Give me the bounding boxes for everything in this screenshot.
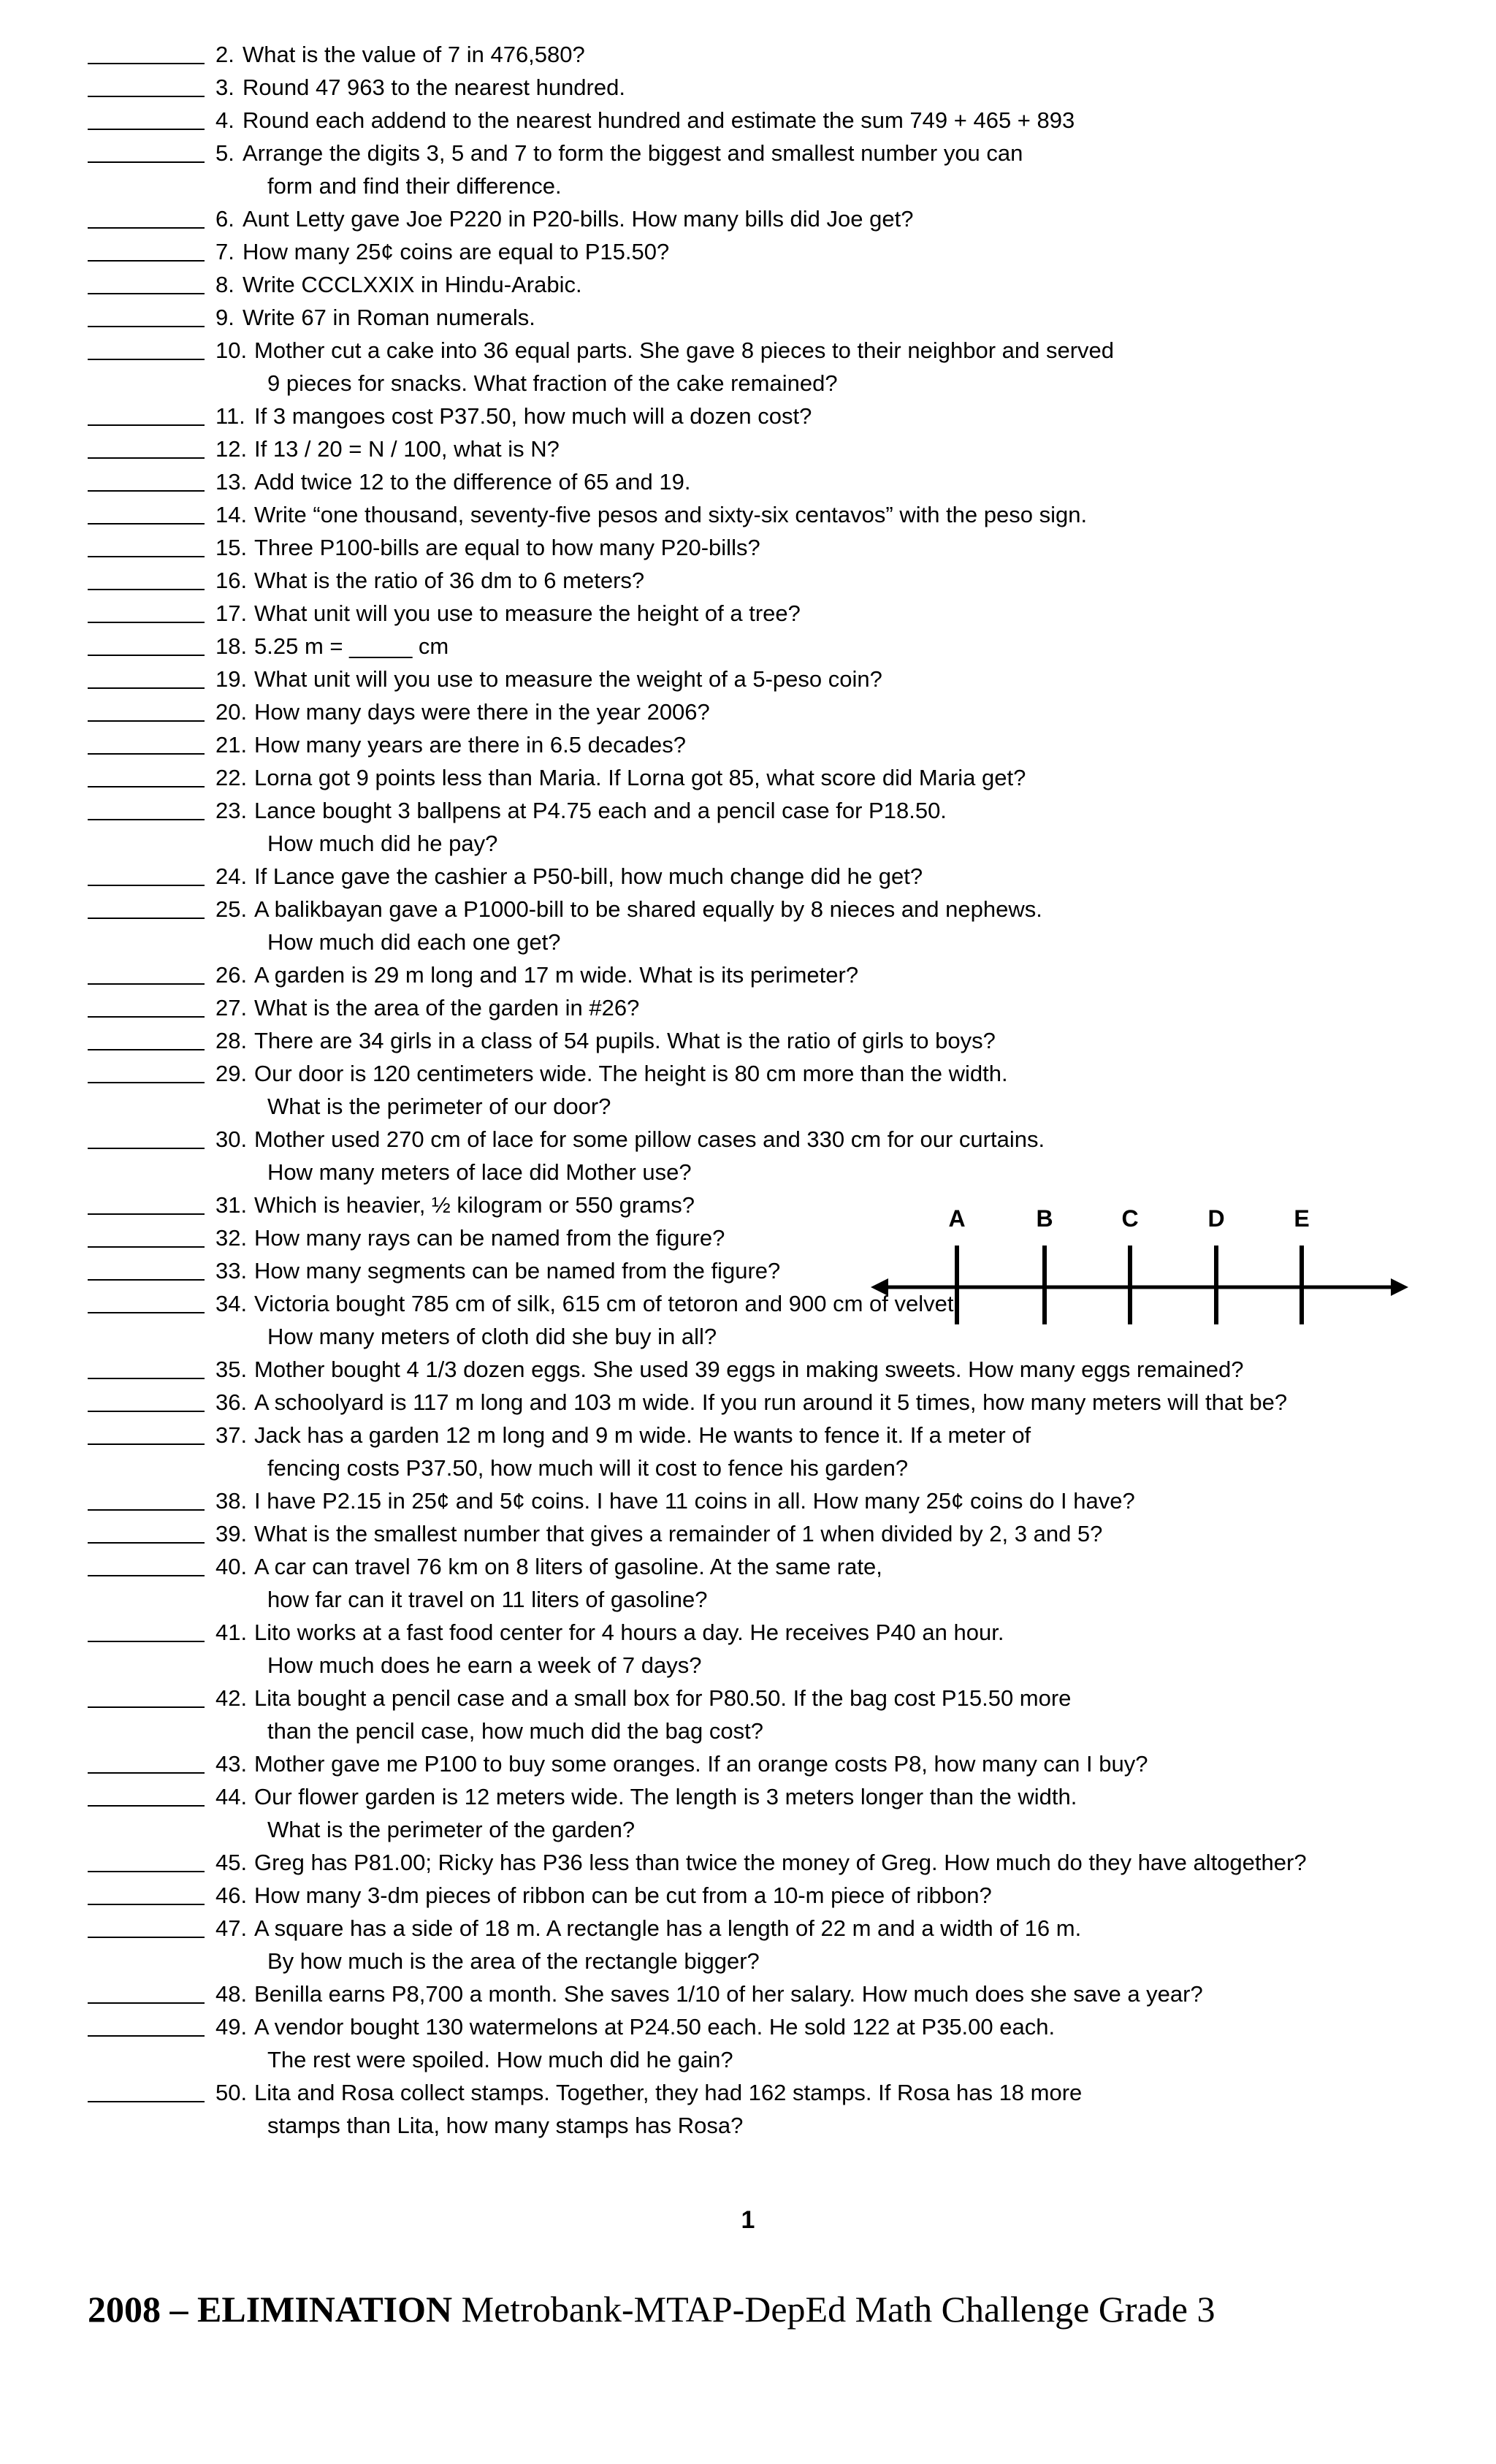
question-text: How many segments can be named from the figure?: [254, 1258, 781, 1284]
question-text: Lita and Rosa collect stamps. Together, they had 162 stamps. If Rosa has 18 more: [254, 2080, 1083, 2105]
answer-blank[interactable]: [88, 589, 205, 590]
point-label: A: [948, 1205, 966, 1232]
question-text: A car can travel 76 km on 8 liters of gasoline. At the same rate,: [254, 1554, 882, 1579]
question-text: Write CCCLXXIX in Hindu-Arabic.: [243, 272, 582, 297]
answer-blank[interactable]: [88, 1082, 205, 1083]
question-text: If 3 mangoes cost P37.50, how much will a dozen cost?: [254, 403, 812, 429]
question-number: 25.: [215, 896, 248, 922]
question-text: If Lance gave the cashier a P50-bill, how much change did he get?: [254, 863, 923, 889]
question-text-continued: By how much is the area of the rectangle bigger?: [267, 1948, 760, 1974]
answer-blank[interactable]: [88, 1706, 205, 1708]
question-number: 19.: [215, 666, 248, 692]
answer-blank[interactable]: [88, 227, 205, 229]
question-number: 44.: [215, 1784, 248, 1809]
figure-labels: [948, 1205, 1309, 1232]
question-number: 39.: [215, 1521, 248, 1546]
question-number: 10.: [215, 337, 248, 363]
question-text: What unit will you use to measure the weight of a 5-peso coin?: [254, 666, 882, 692]
question-number: 35.: [215, 1357, 248, 1382]
question-number: 7.: [215, 239, 234, 264]
question-text-continued: How many meters of lace did Mother use?: [267, 1159, 692, 1185]
question-number: 36.: [215, 1389, 248, 1415]
question-text: A balikbayan gave a P1000-bill to be shared equally by 8 nieces and nephews.: [254, 896, 1042, 922]
question-number: 29.: [215, 1061, 248, 1086]
point-label: C: [1121, 1205, 1139, 1232]
question-text: A vendor bought 130 watermelons at P24.50 each. He sold 122 at P35.00 each.: [254, 2014, 1056, 2040]
question-number: 18.: [215, 633, 248, 659]
question-number: 30.: [215, 1126, 248, 1152]
answer-blank[interactable]: [88, 885, 205, 886]
question-number: 15.: [215, 535, 248, 560]
answer-blank[interactable]: [88, 490, 205, 492]
question-number: 12.: [215, 436, 248, 462]
question-text: There are 34 girls in a class of 54 pupils. What is the ratio of girls to boys?: [254, 1028, 996, 1053]
question-number: 31.: [215, 1192, 248, 1218]
answer-blank[interactable]: [88, 424, 205, 426]
answer-blank[interactable]: [88, 1575, 205, 1576]
answer-blank[interactable]: [88, 1378, 205, 1379]
answer-blank[interactable]: [88, 1871, 205, 1872]
question-text: Mother bought 4 1/3 dozen eggs. She used 39 eggs in making sweets. How many eggs remained?: [254, 1357, 1244, 1382]
answer-blank[interactable]: [88, 2101, 205, 2102]
answer-blank[interactable]: [88, 819, 205, 820]
question-text: If 13 / 20 = N / 100, what is N?: [254, 436, 560, 462]
answer-blank[interactable]: [88, 1509, 205, 1511]
question-text: Mother gave me P100 to buy some oranges. If an orange costs P8, how many can I buy?: [254, 1751, 1148, 1777]
question-text: Arrange the digits 3, 5 and 7 to form the biggest and smallest number you can: [243, 140, 1023, 166]
question-number: 9.: [215, 305, 234, 330]
answer-blank[interactable]: [88, 1148, 205, 1149]
answer-blank[interactable]: [88, 523, 205, 525]
question-number: 47.: [215, 1915, 248, 1941]
question-number: 8.: [215, 272, 234, 297]
answer-blank[interactable]: [88, 1246, 205, 1248]
question-text: Which is heavier, ½ kilogram or 550 grams?: [254, 1192, 695, 1218]
question-text: Our door is 120 centimeters wide. The height is 80 cm more than the width.: [254, 1061, 1008, 1086]
question-number: 4.: [215, 107, 234, 133]
question-number: 26.: [215, 962, 248, 988]
question-text: Mother used 270 cm of lace for some pillow cases and 330 cm for our curtains.: [254, 1126, 1045, 1152]
answer-blank[interactable]: [88, 293, 205, 294]
question-text-continued: How many meters of cloth did she buy in all?: [267, 1324, 717, 1349]
question-number: 38.: [215, 1488, 248, 1514]
question-number: 24.: [215, 863, 248, 889]
footer-rest: Metrobank-MTAP-DepEd Math Challenge Grade 3: [461, 2289, 1216, 2330]
question-text: A square has a side of 18 m. A rectangle has a length of 22 m and a width of 16 m.: [254, 1915, 1082, 1941]
point-label: E: [1294, 1205, 1310, 1232]
answer-blank[interactable]: [88, 260, 205, 262]
question-text: Jack has a garden 12 m long and 9 m wide. He wants to fence it. If a meter of: [254, 1422, 1031, 1448]
answer-blank[interactable]: [88, 96, 205, 97]
question-text: How many days were there in the year 2006?: [254, 699, 710, 725]
question-number: 45.: [215, 1850, 248, 1875]
point-label: B: [1036, 1205, 1053, 1232]
question-text: Round each addend to the nearest hundred and estimate the sum 749 + 465 + 893: [243, 107, 1075, 133]
question-text: Lance bought 3 ballpens at P4.75 each and a pencil case for P18.50.: [254, 798, 947, 823]
question-text-continued: stamps than Lita, how many stamps has Rosa?: [267, 2113, 744, 2138]
question-text: Victoria bought 785 cm of silk, 615 cm of tetoron and 900 cm of velvet.: [254, 1291, 961, 1316]
question-number: 49.: [215, 2014, 248, 2040]
answer-blank[interactable]: [88, 1542, 205, 1544]
question-number: 48.: [215, 1981, 248, 2007]
question-text-continued: What is the perimeter of our door?: [267, 1094, 611, 1119]
question-text: Aunt Letty gave Joe P220 in P20-bills. How many bills did Joe get?: [243, 206, 914, 232]
question-text-continued: How much does he earn a week of 7 days?: [267, 1652, 702, 1678]
figure-ticks: [957, 1246, 1302, 1324]
answer-blank[interactable]: [88, 161, 205, 163]
answer-blank[interactable]: [88, 1016, 205, 1018]
answer-blank[interactable]: [88, 622, 205, 623]
question-text: Round 47 963 to the nearest hundred.: [243, 75, 625, 100]
question-number: 42.: [215, 1685, 248, 1711]
question-text: What is the ratio of 36 dm to 6 meters?: [254, 568, 645, 593]
question-number: 21.: [215, 732, 248, 758]
footer-title: [88, 2288, 1215, 2330]
question-text: Lita bought a pencil case and a small box for P80.50. If the bag cost P15.50 more: [254, 1685, 1072, 1711]
question-number: 17.: [215, 600, 248, 626]
question-number: 37.: [215, 1422, 248, 1448]
answer-blank[interactable]: [88, 1443, 205, 1445]
question-number: 5.: [215, 140, 234, 166]
answer-blank[interactable]: [88, 786, 205, 787]
question-text-continued: How much did he pay?: [267, 831, 498, 856]
answer-blank[interactable]: [88, 556, 205, 557]
question-text: What is the area of the garden in #26?: [254, 995, 640, 1021]
question-text: What unit will you use to measure the height of a tree?: [254, 600, 801, 626]
question-number: 27.: [215, 995, 248, 1021]
answer-blank[interactable]: [88, 63, 205, 64]
question-number: 22.: [215, 765, 248, 790]
answer-blank[interactable]: [88, 1937, 205, 1938]
question-number: 11.: [215, 403, 245, 429]
question-number: 46.: [215, 1883, 248, 1908]
page-number: 1: [741, 2206, 755, 2234]
question-number: 34.: [215, 1291, 248, 1316]
question-number: 32.: [215, 1225, 248, 1251]
question-number: 28.: [215, 1028, 248, 1053]
question-text-continued: 9 pieces for snacks. What fraction of the cake remained?: [267, 370, 838, 396]
footer-bold: 2008 – ELIMINATION: [88, 2289, 453, 2330]
question-text-continued: than the pencil case, how much did the bag cost?: [267, 1718, 763, 1744]
question-text: Add twice 12 to the difference of 65 and 19.: [254, 469, 691, 495]
question-number: 50.: [215, 2080, 248, 2105]
question-number: 6.: [215, 206, 234, 232]
answer-blank[interactable]: [88, 1641, 205, 1642]
question-text: How many years are there in 6.5 decades?: [254, 732, 687, 758]
question-text: 5.25 m = _____ cm: [254, 633, 449, 659]
question-text: Benilla earns P8,700 a month. She saves 1/10 of her salary. How much does she save a year?: [254, 1981, 1203, 2007]
question-text: What is the value of 7 in 476,580?: [243, 42, 585, 67]
question-text: I have P2.15 in 25¢ and 5¢ coins. I have 11 coins in all. How many 25¢ coins do I have?: [254, 1488, 1135, 1514]
question-number: 33.: [215, 1258, 248, 1284]
question-text: Lito works at a fast food center for 4 hours a day. He receives P40 an hour.: [254, 1620, 1004, 1645]
answer-blank[interactable]: [88, 720, 205, 722]
question-text: Write “one thousand, seventy-five pesos and sixty-six centavos” with the peso sign.: [254, 502, 1088, 527]
question-number: 41.: [215, 1620, 248, 1645]
answer-blank[interactable]: [88, 1772, 205, 1774]
question-text: Mother cut a cake into 36 equal parts. She gave 8 pieces to their neighbor and served: [254, 337, 1115, 363]
answer-blank[interactable]: [88, 457, 205, 459]
answer-blank[interactable]: [88, 359, 205, 360]
answer-blank[interactable]: [88, 326, 205, 327]
question-number: 2.: [215, 42, 234, 67]
point-label: D: [1207, 1205, 1225, 1232]
question-number: 43.: [215, 1751, 248, 1777]
answer-blank[interactable]: [88, 1411, 205, 1412]
answer-blank[interactable]: [88, 2002, 205, 2004]
question-text-continued: how far can it travel on 11 liters of gasoline?: [267, 1587, 708, 1612]
question-text-continued: The rest were spoiled. How much did he gain?: [267, 2047, 733, 2072]
figure-left-arrow: [871, 1278, 888, 1296]
question-text: Our flower garden is 12 meters wide. The length is 3 meters longer than the width.: [254, 1784, 1077, 1809]
answer-blank[interactable]: [88, 1312, 205, 1313]
question-text: A schoolyard is 117 m long and 103 m wide. If you run around it 5 times, how many meters will that be?: [254, 1389, 1288, 1415]
question-number: 40.: [215, 1554, 248, 1579]
question-text: A garden is 29 m long and 17 m wide. What is its perimeter?: [254, 962, 859, 988]
question-text-continued: What is the perimeter of the garden?: [267, 1817, 636, 1842]
question-text: Three P100-bills are equal to how many P20-bills?: [254, 535, 760, 560]
figure-right-arrow: [1391, 1278, 1408, 1296]
question-number: 23.: [215, 798, 248, 823]
question-text: How many 3-dm pieces of ribbon can be cut from a 10-m piece of ribbon?: [254, 1883, 992, 1908]
answer-blank[interactable]: [88, 1213, 205, 1215]
answer-blank[interactable]: [88, 655, 205, 656]
question-number: 13.: [215, 469, 248, 495]
answer-blank[interactable]: [88, 129, 205, 130]
question-number: 20.: [215, 699, 248, 725]
question-text: Lorna got 9 points less than Maria. If Lorna got 85, what score did Maria get?: [254, 765, 1026, 790]
question-text: Write 67 in Roman numerals.: [243, 305, 535, 330]
question-number: 16.: [215, 568, 248, 593]
answer-blank[interactable]: [88, 1279, 205, 1281]
answer-blank[interactable]: [88, 918, 205, 919]
answer-blank[interactable]: [88, 983, 205, 985]
answer-blank[interactable]: [88, 687, 205, 689]
question-text-continued: fencing costs P37.50, how much will it cost to fence his garden?: [267, 1455, 909, 1481]
question-number: 3.: [215, 75, 234, 100]
answer-blank[interactable]: [88, 1805, 205, 1807]
answer-blank[interactable]: [88, 1049, 205, 1050]
question-text: Greg has P81.00; Ricky has P36 less than twice the money of Greg. How much do they have altogether?: [254, 1850, 1307, 1875]
question-text-continued: How much did each one get?: [267, 929, 561, 955]
question-text-continued: form and find their difference.: [267, 173, 562, 199]
answer-blank[interactable]: [88, 2035, 205, 2037]
answer-blank[interactable]: [88, 1904, 205, 1905]
answer-blank[interactable]: [88, 753, 205, 755]
question-text: What is the smallest number that gives a remainder of 1 when divided by 2, 3 and 5?: [254, 1521, 1103, 1546]
question-text: How many rays can be named from the figure?: [254, 1225, 725, 1251]
question-text: How many 25¢ coins are equal to P15.50?: [243, 239, 670, 264]
line-figure: [869, 1200, 1410, 1324]
question-number: 14.: [215, 502, 248, 527]
